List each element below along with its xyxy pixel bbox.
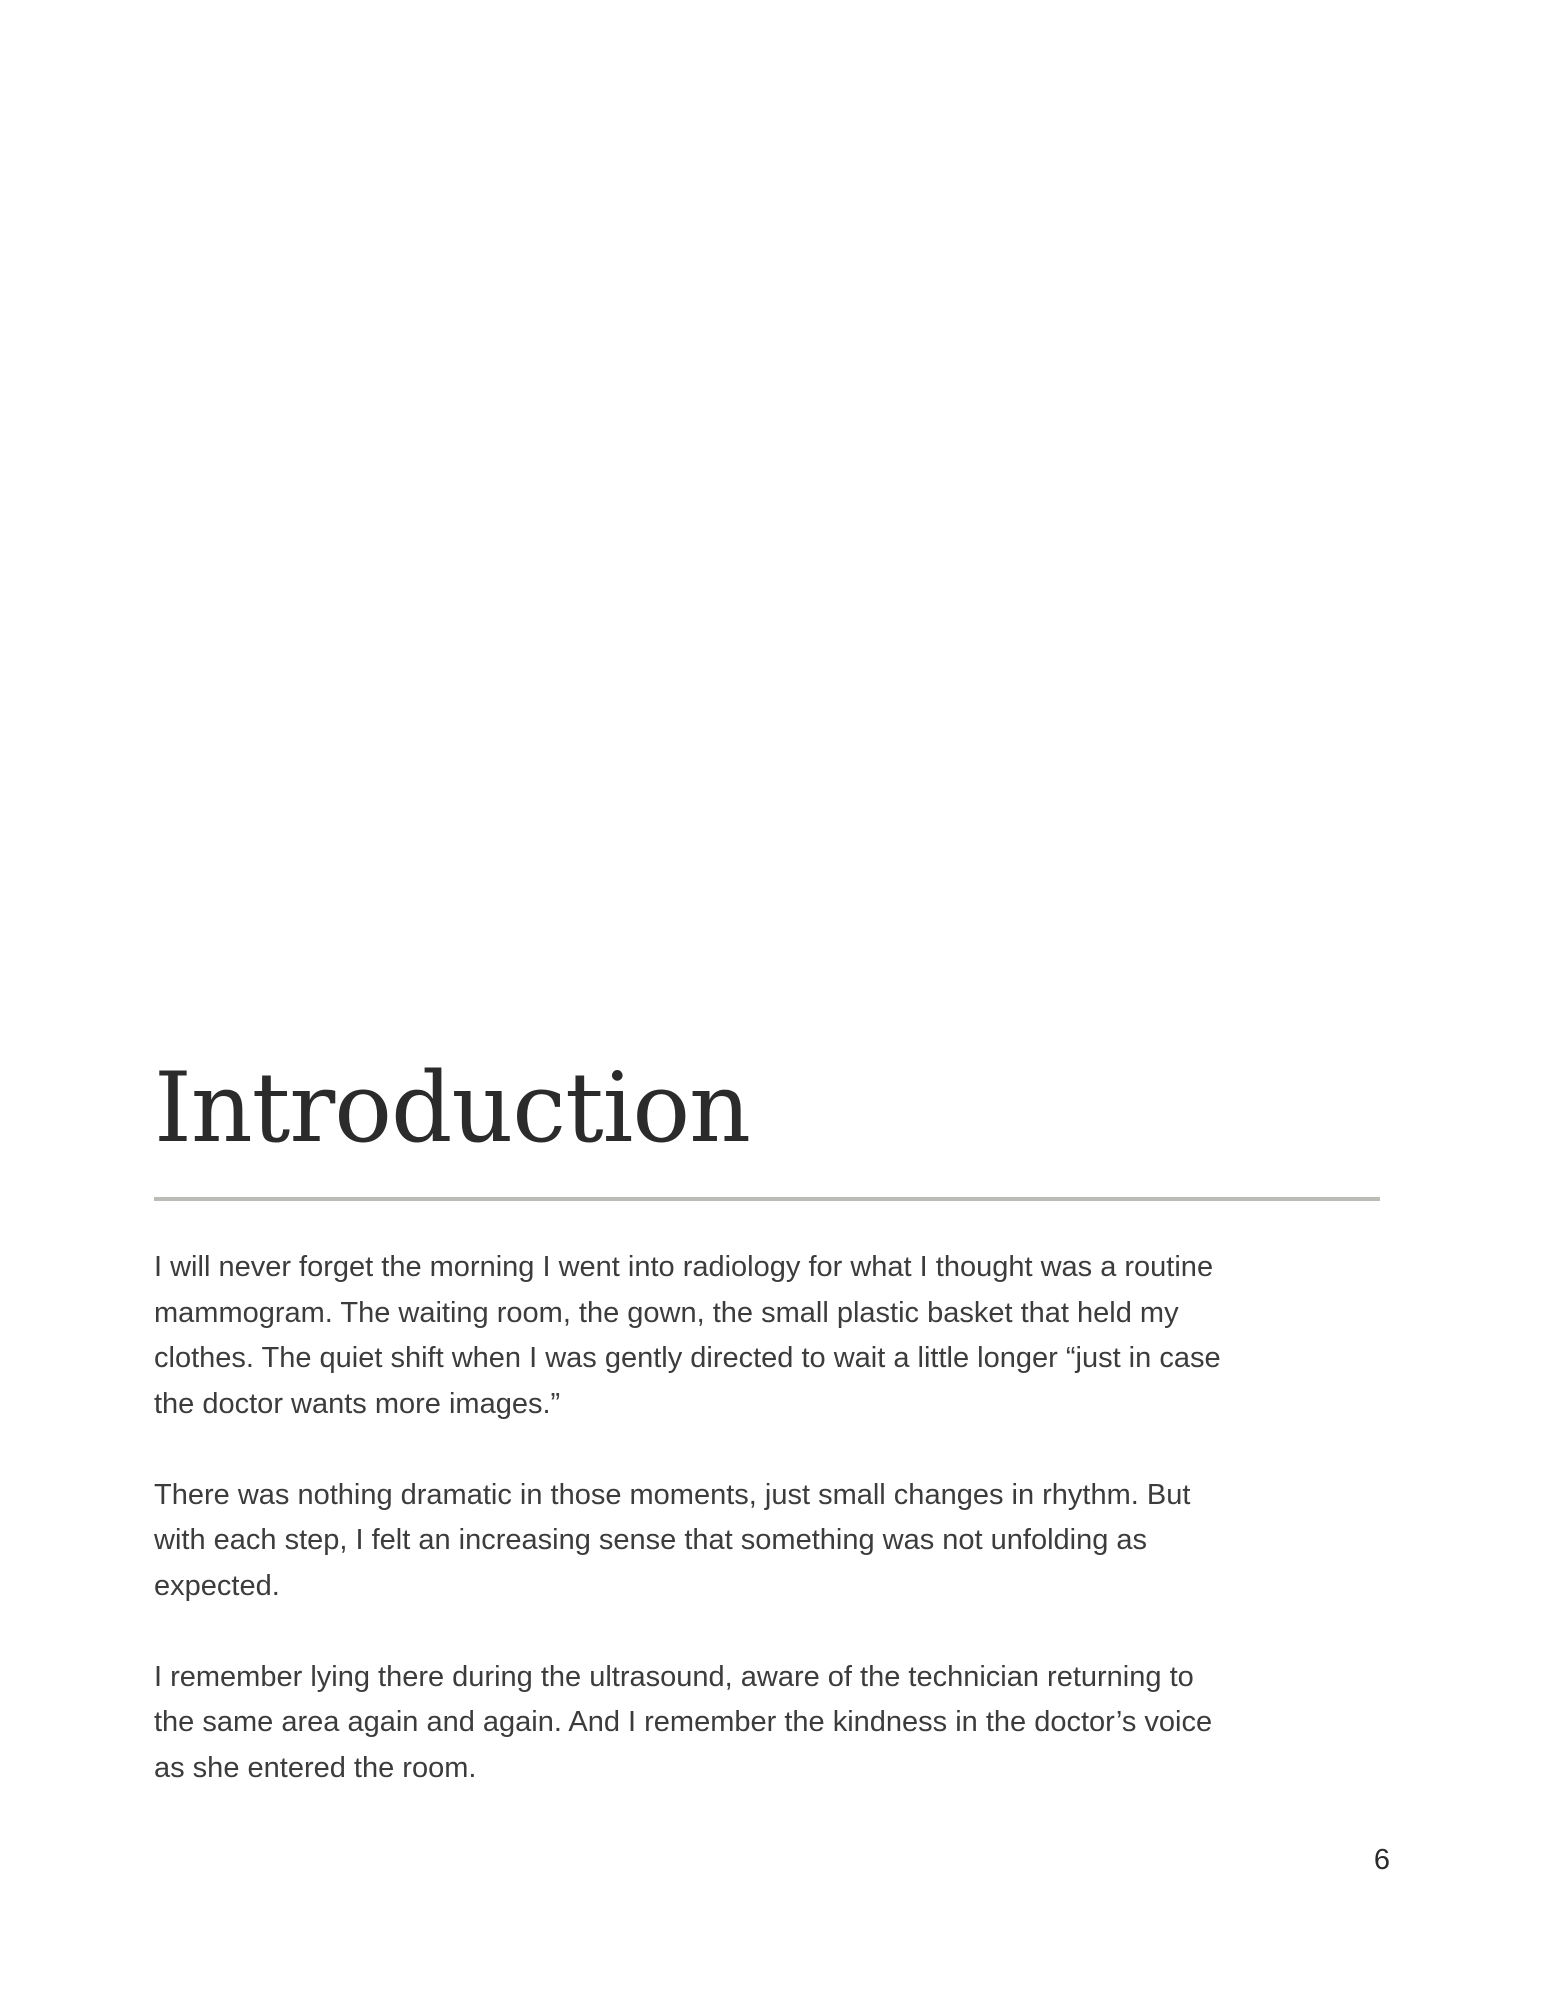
text-line: as she entered the room. <box>154 1751 477 1784</box>
text-line: the doctor wants more images.” <box>154 1387 561 1420</box>
text-line: clothes. The quiet shift when I was gently directed to wait a little longer “just in case <box>154 1342 1221 1374</box>
page-number: 6 <box>1373 1844 1390 1876</box>
title-divider <box>154 1197 1380 1201</box>
text-line: expected. <box>154 1569 280 1602</box>
body-text <box>154 1245 1394 1837</box>
chapter-title: Introduction <box>154 1052 750 1164</box>
text-line: with each step, I felt an increasing sense that something was not unfolding as <box>154 1524 1148 1556</box>
text-line: There was nothing dramatic in those moments, just small changes in rhythm. But <box>154 1478 1191 1511</box>
text-line: the same area again and again. And I remember the kindness in the doctor’s voice <box>154 1706 1213 1738</box>
text-line: mammogram. The waiting room, the gown, the small plastic basket that held my <box>154 1296 1179 1329</box>
paragraph-3 <box>154 1655 1394 1792</box>
paragraph-1 <box>154 1245 1394 1427</box>
text-line: I remember lying there during the ultrasound, aware of the technician returning to <box>154 1660 1194 1693</box>
paragraph-2 <box>154 1473 1394 1610</box>
text-line: I will never forget the morning I went into radiology for what I thought was a routine <box>154 1251 1214 1283</box>
